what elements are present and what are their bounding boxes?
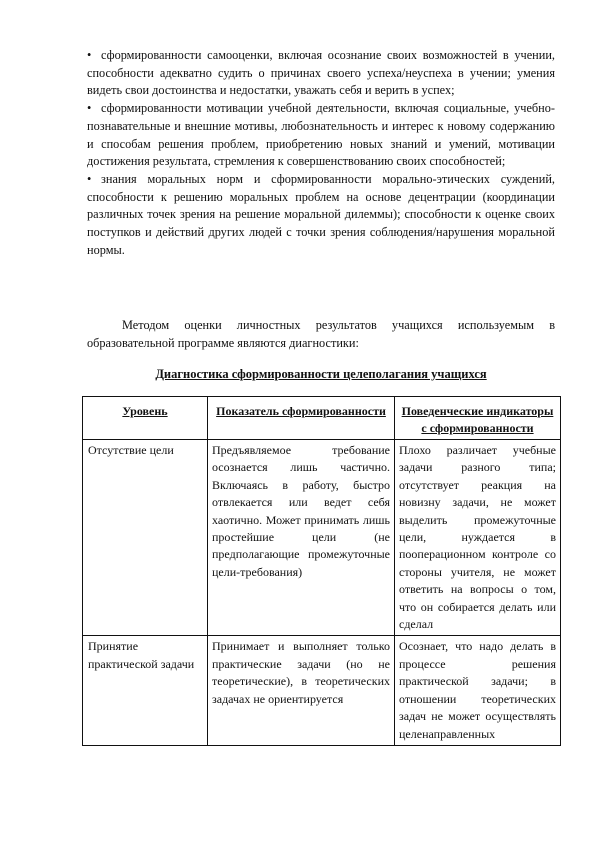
table-row [83, 440, 561, 636]
table-title: Диагностика сформированности целеполагания учащихся [155, 367, 487, 381]
bullet-icon: • [87, 48, 92, 62]
header-behavior: Поведенческие индикаторы с сформированности [395, 397, 561, 440]
cell-indicator: Принимает и выполняет только практические задачи (но не теоретические), в теоретических задачах не ориентируется [208, 636, 395, 745]
bullet-icon: • [87, 101, 92, 116]
bullet-item [87, 171, 555, 260]
bullet-item [87, 100, 555, 171]
bullet-list [87, 47, 555, 259]
header-indicator: Показатель сформированности [208, 397, 395, 440]
bullet-text: сформированности самооценки, включая осознание своих возможностей в учении, способности адекватно судить о причинах своего успеха/неуспеха в учении; умения видеть свои достоинства и недостатки, уважать себя и верить в успех; [87, 48, 555, 98]
bullet-text: сформированности мотивации учебной деятельности, включая социальные, учебно-познавательные и внешние мотивы, любознательность и интерес к новому содержанию и способам решения проблем, приобретению новых знаний и умений, мотивации достижения результата, стремления к совершенствованию своих способностей; [87, 101, 555, 169]
bullet-item [87, 47, 555, 100]
header-level: Уровень [83, 397, 208, 440]
cell-level: Принятие практической задачи [83, 636, 208, 745]
table-header-row [83, 397, 561, 440]
table-row [83, 636, 561, 745]
cell-indicator: Предъявляемое требование осознается лишь частично. Включаясь в работу, быстро отвлекается или ведет себя хаотично. Может принимать лишь простейшие цели (не предполагающие промежуточные цели-требования) [208, 440, 395, 636]
intro-paragraph: Методом оценки личностных результатов учащихся используемым в образовательной программе являются диагностики: [87, 318, 555, 350]
cell-behavior: Осознает, что надо делать в процессе решения практической задачи; в отношении теоретических задач не может осуществлять целенаправленных [395, 636, 561, 745]
bullet-icon: • [87, 171, 92, 186]
bullet-text: знания моральных норм и сформированности морально-этических суждений, способности к решению моральных проблем на основе децентрации (координации различных точек зрения на решение моральной дилеммы); способности к оценке своих поступков и действий других людей с точки зрения соблюдения/нарушения моральной нормы. [87, 171, 555, 257]
cell-level: Отсутствие цели [83, 440, 208, 636]
cell-behavior: Плохо различает учебные задачи разного типа; отсутствует реакция на новизну задачи, не может выделить промежуточные цели, нуждается в пооперационном контроле со стороны учителя, не может ответить на вопросы о том, что он собирается делать или сделал [395, 440, 561, 636]
diagnostics-table [82, 396, 561, 746]
